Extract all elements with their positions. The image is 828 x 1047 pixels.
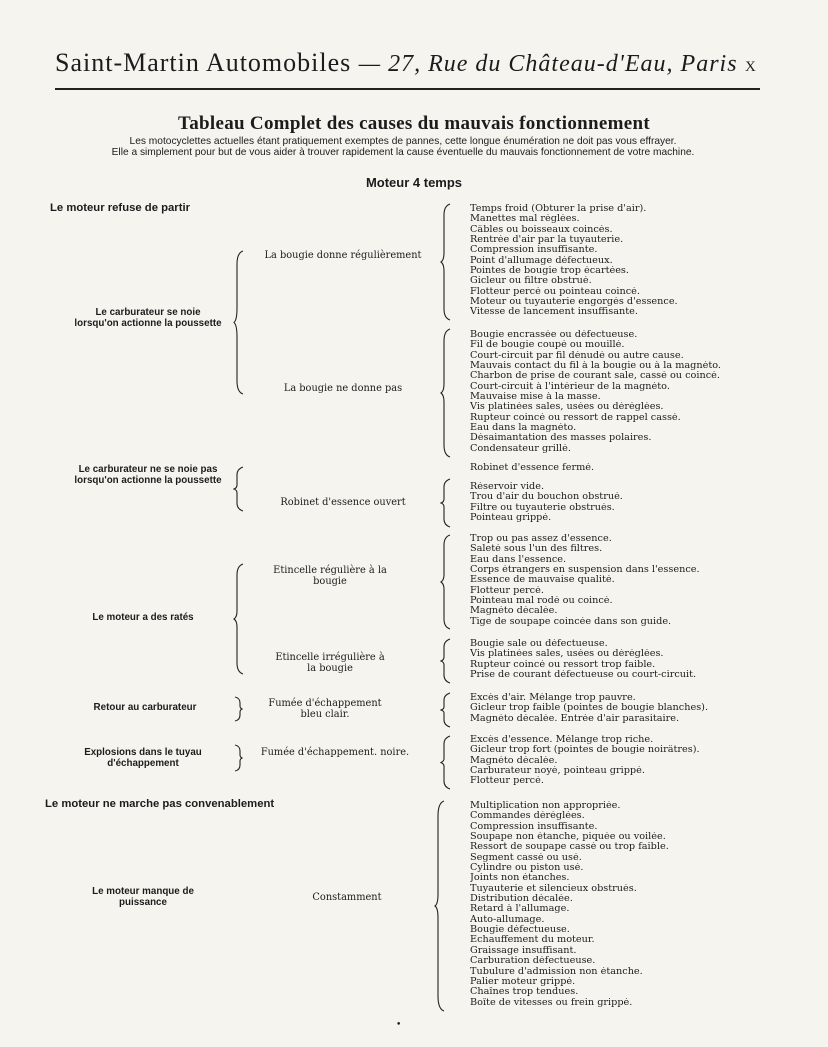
arrondissement: X bbox=[745, 59, 757, 75]
cause-line: Flotteur percé. bbox=[470, 585, 544, 596]
page-title: Tableau Complet des causes du mauvais fonctionnement bbox=[178, 113, 650, 134]
cause-line: Retard à l'allumage. bbox=[470, 904, 570, 915]
cause-line: Eau dans l'essence. bbox=[470, 554, 567, 565]
middle-etincelle-reguliere: Etincelle régulière à la bougie bbox=[273, 565, 387, 587]
brace-bougie-donne bbox=[440, 203, 452, 321]
cause-line: Pointeau grippé. bbox=[470, 513, 552, 524]
cause-line: Fil de bougie coupé ou mouillé. bbox=[470, 340, 625, 351]
condition-manque-puissance: Le moteur manque de puissance bbox=[92, 886, 194, 908]
cause-line: Tubulure d'admission non étanche. bbox=[470, 966, 643, 977]
middle-etincelle-irreguliere: Etincelle irrégulière à la bougie bbox=[275, 652, 385, 674]
cause-line: Joints non étanches. bbox=[470, 873, 570, 884]
causes-etincelle-irreguliere bbox=[470, 639, 825, 680]
section-title: Moteur 4 temps bbox=[365, 175, 463, 190]
brace-rates-left bbox=[233, 563, 245, 675]
cause-line: Auto-allumage. bbox=[470, 914, 545, 925]
cause-line: Palier moteur grippé. bbox=[470, 976, 576, 987]
cause-line: Vis platinées sales, usées ou déréglées. bbox=[470, 649, 664, 660]
heading-marche-mal: Le moteur ne marche pas convenablement bbox=[45, 798, 275, 810]
letterhead bbox=[55, 48, 765, 88]
cause-line: Gicleur ou filtre obstrué. bbox=[470, 276, 592, 287]
cause-line: Bougie encrassée ou défectueuse. bbox=[470, 330, 638, 340]
cause-line: Pointeau mal rodé ou coincé. bbox=[470, 596, 613, 607]
cause-line: Désaimantation des masses polaires. bbox=[470, 433, 652, 444]
heading-refuse-partir: Le moteur refuse de partir bbox=[50, 202, 190, 214]
cause-line: Excès d'essence. Mélange trop riche. bbox=[470, 735, 654, 745]
middle-bougie-donne: La bougie donne régulièrement bbox=[264, 250, 422, 261]
company-address: — 27, Rue du Château-d'Eau, Paris bbox=[358, 51, 738, 77]
middle-constamment: Constamment bbox=[312, 892, 382, 903]
cause-line: Flotteur percé ou pointeau coincé. bbox=[470, 286, 640, 297]
cause-line: Prise de courant défectueuse ou court-circuit. bbox=[470, 670, 697, 681]
cause-line: Magnéto décalée. bbox=[470, 755, 558, 766]
causes-retour-carburateur bbox=[470, 693, 825, 724]
cause-line: Vitesse de lancement insuffisante. bbox=[470, 307, 638, 318]
brace-retour-right bbox=[440, 692, 452, 728]
condition-carburateur-ne-noie-pas: Le carburateur ne se noie pas lorsqu'on actionne la poussette bbox=[74, 464, 222, 486]
cause-line: Compression insuffisante. bbox=[470, 245, 598, 256]
cause-line: Magnéto décalée. bbox=[470, 606, 558, 617]
cause-line: Trou d'air du bouchon obstrué. bbox=[470, 492, 623, 503]
condition-explosions: Explosions dans le tuyau d'échappement bbox=[84, 747, 202, 769]
cause-line: Magnéto décalée. Entrée d'air parasitaire. bbox=[470, 713, 680, 724]
cause-line: Rupteur coincé ou ressort trop faible. bbox=[470, 659, 656, 670]
cause-line: Charbon de prise de courant sale, cassé ou coincé. bbox=[470, 371, 720, 382]
cause-line: Gicleur trop fort (pointes de bougie noirâtres). bbox=[470, 745, 700, 756]
cause-line: Bougie défectueuse. bbox=[470, 925, 570, 936]
letterhead-rule bbox=[55, 88, 760, 90]
cause-line: Court-circuit à l'intérieur de la magnéto. bbox=[470, 381, 670, 392]
intro-line-1: Les motocyclettes actuelles étant pratiquement exemptes de pannes, cette longue énumération ne doit pas vous effrayer. bbox=[129, 136, 677, 147]
cause-line: Ressort de soupape cassé ou trop faible. bbox=[470, 842, 669, 853]
cause-line: Graissage insuffisant. bbox=[470, 945, 577, 956]
causes-robinet-ouvert bbox=[470, 482, 825, 523]
causes-bougie-ne-donne-pas bbox=[470, 330, 825, 454]
cause-line: Carburateur noyé, pointeau grippé. bbox=[470, 766, 645, 777]
cause-line: Câbles ou boisseaux coincés. bbox=[470, 224, 613, 235]
cause-line: Echauffement du moteur. bbox=[470, 935, 595, 946]
cause-line: Flotteur percé. bbox=[470, 776, 544, 787]
cause-line: Mauvaise mise à la masse. bbox=[470, 392, 601, 403]
cause-line: Distribution décalée. bbox=[470, 894, 573, 905]
cause-line: Soupape non étanche, piquée ou voilée. bbox=[470, 832, 666, 843]
intro-line-2: Elle a simplement pour but de vous aider à trouver rapidement la cause éventuelle du mauvais fonctionnement de votre machine. bbox=[111, 147, 695, 158]
middle-fumee-noire: Fumée d'échappement. noire. bbox=[260, 747, 410, 758]
page-mark: • bbox=[396, 1020, 402, 1030]
causes-etincelle-reguliere bbox=[470, 534, 825, 627]
middle-fumee-bleu-clair: Fumée d'échappement bleu clair. bbox=[268, 698, 382, 720]
condition-retour-carburateur: Retour au carburateur bbox=[93, 702, 197, 713]
cause-line: Réservoir vide. bbox=[470, 482, 545, 492]
cause-line: Rupteur coincé ou ressort de rappel cassé. bbox=[470, 412, 681, 423]
cause-line: Bougie sale ou défectueuse. bbox=[470, 639, 608, 649]
causes-manque-puissance bbox=[470, 801, 825, 1008]
condition-rates: Le moteur a des ratés bbox=[92, 612, 194, 623]
brace-explosions-right bbox=[440, 735, 452, 790]
causes-explosions bbox=[470, 735, 825, 787]
cause-line: Saleté sous l'un des filtres. bbox=[470, 544, 603, 555]
brace-explosions-left bbox=[233, 744, 243, 772]
causes-bougie-donne bbox=[470, 204, 825, 318]
cause-line: Moteur ou tuyauterie engorgés d'essence. bbox=[470, 297, 678, 308]
cause-line: Compression insuffisante. bbox=[470, 821, 598, 832]
cause-line: Carburation défectueuse. bbox=[470, 956, 596, 967]
cause-line: Eau dans la magnéto. bbox=[470, 423, 577, 434]
cause-line: Tuyauterie et silencieux obstrués. bbox=[470, 883, 637, 894]
cause-line: Excès d'air. Mélange trop pauvre. bbox=[470, 693, 636, 703]
brace-etincelle-reguliere bbox=[440, 534, 452, 630]
brace-retour-left bbox=[233, 696, 243, 722]
cause-line: Multiplication non appropriée. bbox=[470, 801, 621, 811]
causes-carburateur-ne-noie-pas bbox=[470, 463, 825, 473]
cause-line: Segment cassé ou usé. bbox=[470, 852, 582, 863]
cause-line: Temps froid (Obturer la prise d'air). bbox=[470, 204, 647, 214]
cause-line: Boîte de vitesses ou frein grippé. bbox=[470, 997, 633, 1008]
cause-line: Commandes déréglées. bbox=[470, 811, 585, 822]
cause-line: Robinet d'essence fermé. bbox=[470, 463, 595, 473]
brace-robinet-ouvert bbox=[440, 478, 452, 528]
cause-line: Cylindre ou piston usé. bbox=[470, 863, 584, 874]
cause-line: Pointes de bougie trop écartées. bbox=[470, 266, 629, 277]
company-name: Saint-Martin Automobiles bbox=[55, 48, 352, 77]
cause-line: Mauvais contact du fil à la bougie ou à la magnéto. bbox=[470, 361, 721, 372]
condition-carburateur-noie: Le carburateur se noie lorsqu'on actionne la poussette bbox=[74, 307, 222, 329]
middle-robinet-ouvert: Robinet d'essence ouvert bbox=[280, 497, 406, 508]
brace-bougie-ne-donne-pas bbox=[440, 328, 452, 458]
middle-bougie-ne-donne-pas: La bougie ne donne pas bbox=[283, 383, 403, 394]
cause-line: Gicleur trop faible (pointes de bougie blanches). bbox=[470, 703, 709, 714]
cause-line: Vis platinées sales, usées ou déréglées. bbox=[470, 402, 664, 413]
brace-manque-puissance bbox=[434, 800, 446, 1012]
intro-text bbox=[40, 136, 766, 158]
cause-line: Tige de soupape coincée dans son guide. bbox=[470, 616, 672, 627]
cause-line: Rentrée d'air par la tuyauterie. bbox=[470, 235, 624, 246]
brace-ne-noie-pas-left bbox=[233, 466, 245, 512]
cause-line: Corps étrangers en suspension dans l'essence. bbox=[470, 565, 700, 576]
cause-line: Trop ou pas assez d'essence. bbox=[470, 534, 612, 544]
brace-etincelle-irreguliere bbox=[440, 638, 452, 684]
cause-line: Filtre ou tuyauterie obstrués. bbox=[470, 502, 615, 513]
cause-line: Chaînes trop tendues. bbox=[470, 987, 579, 998]
cause-line: Point d'allumage défectueux. bbox=[470, 255, 613, 266]
cause-line: Condensateur grillé. bbox=[470, 443, 571, 454]
cause-line: Manettes mal réglées. bbox=[470, 214, 580, 225]
cause-line: Court-circuit par fil dénudé ou autre cause. bbox=[470, 350, 684, 361]
brace-noie-left bbox=[233, 250, 245, 395]
cause-line: Essence de mauvaise qualité. bbox=[470, 575, 615, 586]
